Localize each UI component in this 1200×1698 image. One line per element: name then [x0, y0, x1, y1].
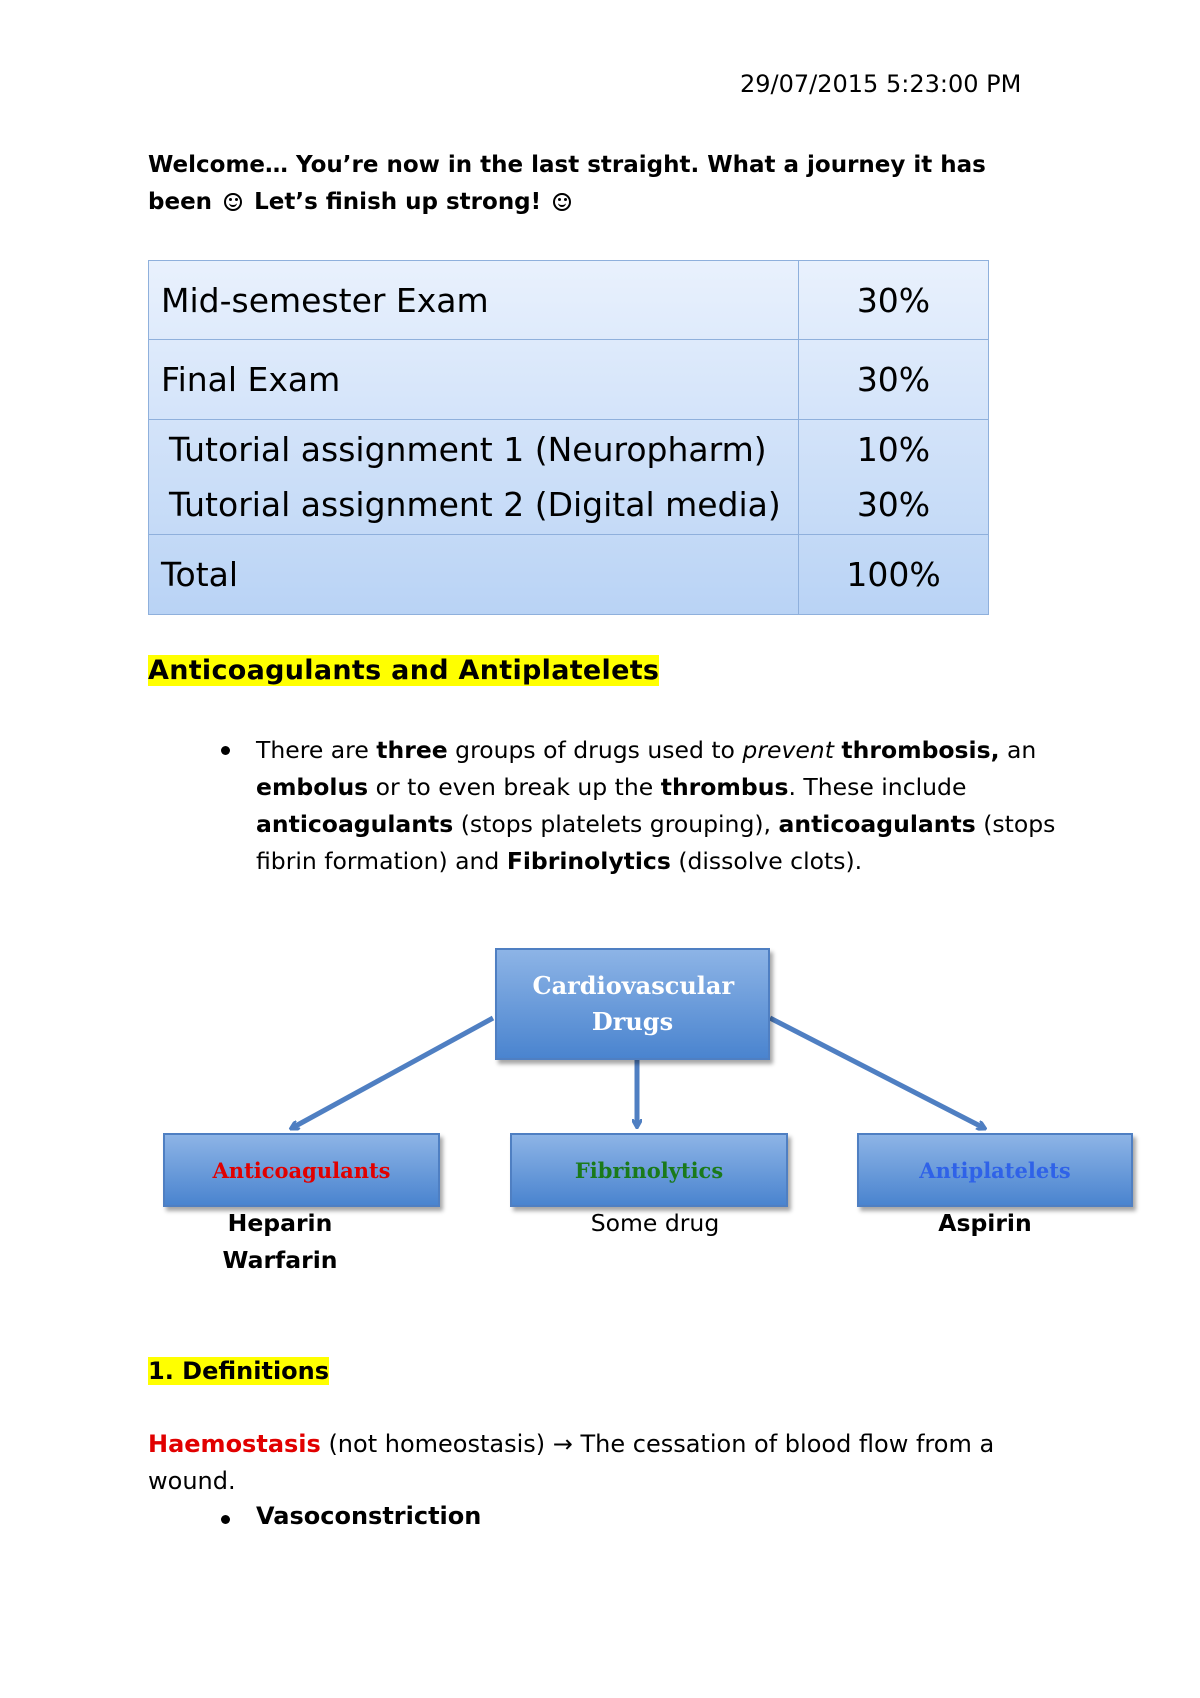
text: . These include [788, 773, 967, 801]
text: groups of drugs used to [447, 736, 743, 764]
arrow-icon: → [552, 1430, 573, 1458]
text: (dissolve clots). [670, 847, 863, 875]
welcome-line-2b: Let’s finish up strong! [254, 189, 542, 215]
text: an [999, 736, 1037, 764]
diagram-box-label: Antiplatelets [919, 1157, 1071, 1183]
tutorial-2-value: 30% [856, 485, 931, 524]
bold-text: thrombosis, [841, 736, 1000, 764]
tutorial-1-value: 10% [856, 430, 931, 469]
arrow-to-anticoagulants [292, 1018, 493, 1128]
diagram-box-anticoagulants [163, 1133, 440, 1207]
welcome-line-1: Welcome… You’re now in the last straight. What a journey it has [148, 152, 986, 178]
timestamp: 29/07/2015 5:23:00 PM [740, 70, 1022, 98]
bold-text: embolus [256, 773, 369, 801]
drug-name: Aspirin [938, 1209, 1032, 1237]
tutorial-1-label: Tutorial assignment 1 (Neuropharm) [169, 430, 767, 469]
drug-name: Warfarin [222, 1246, 338, 1274]
arrow-to-antiplatelets [770, 1018, 984, 1128]
bold-text: anticoagulants [778, 810, 976, 838]
section-heading-text: Anticoagulants and Antiplatelets [148, 655, 660, 686]
text: (not homeostasis) [320, 1430, 553, 1458]
diagram-box-label: Anticoagulants [212, 1157, 391, 1183]
diagram-box-antiplatelets [857, 1133, 1133, 1207]
table-cell-label: Total [149, 535, 799, 615]
text: or to even break up the [368, 773, 661, 801]
drug-name: Heparin [227, 1209, 333, 1237]
diagram-box-fibrinolytics [510, 1133, 788, 1207]
table-cell-value: 100% [799, 535, 989, 615]
term: Haemostasis [148, 1430, 321, 1458]
diagram-box-label: Fibrinolytics [574, 1157, 724, 1183]
tutorial-2-label: Tutorial assignment 2 (Digital media) [169, 485, 781, 524]
bold-text: anticoagulants [256, 810, 454, 838]
drug-list-antiplatelets [910, 1205, 1060, 1242]
text: There are [256, 736, 377, 764]
table-cell-label: Final Exam [149, 340, 799, 420]
vasoconstriction-bullet: Vasoconstriction [256, 1502, 482, 1530]
welcome-line-2a: been [148, 189, 213, 215]
definitions-heading [148, 1357, 329, 1385]
diagram-root-label: Cardiovascular Drugs [532, 971, 735, 1036]
definitions-heading-text: 1. Definitions [148, 1357, 330, 1385]
bold-text: thrombus [660, 773, 789, 801]
text: (stops platelets grouping), [453, 810, 779, 838]
table-cell-label: Mid-semester Exam [149, 261, 799, 340]
drug-list-fibrinolytics [570, 1205, 740, 1242]
drug-list-anticoagulants [200, 1205, 360, 1279]
drug-name: Some drug [590, 1209, 720, 1237]
italic-text: prevent [742, 736, 834, 764]
text: (stops fibrin formation) and [256, 810, 1056, 875]
table-cell-value: 30% [799, 340, 989, 420]
bullet-icon [221, 1515, 230, 1524]
haemostasis-definition [148, 1426, 1048, 1500]
bold-text: three [376, 736, 448, 764]
diagram-root-box [495, 948, 770, 1060]
table-cell-value: 30% [799, 261, 989, 340]
text: The cessation of blood flow from a wound. [148, 1430, 995, 1495]
bold-text: Fibrinolytics [506, 847, 671, 875]
